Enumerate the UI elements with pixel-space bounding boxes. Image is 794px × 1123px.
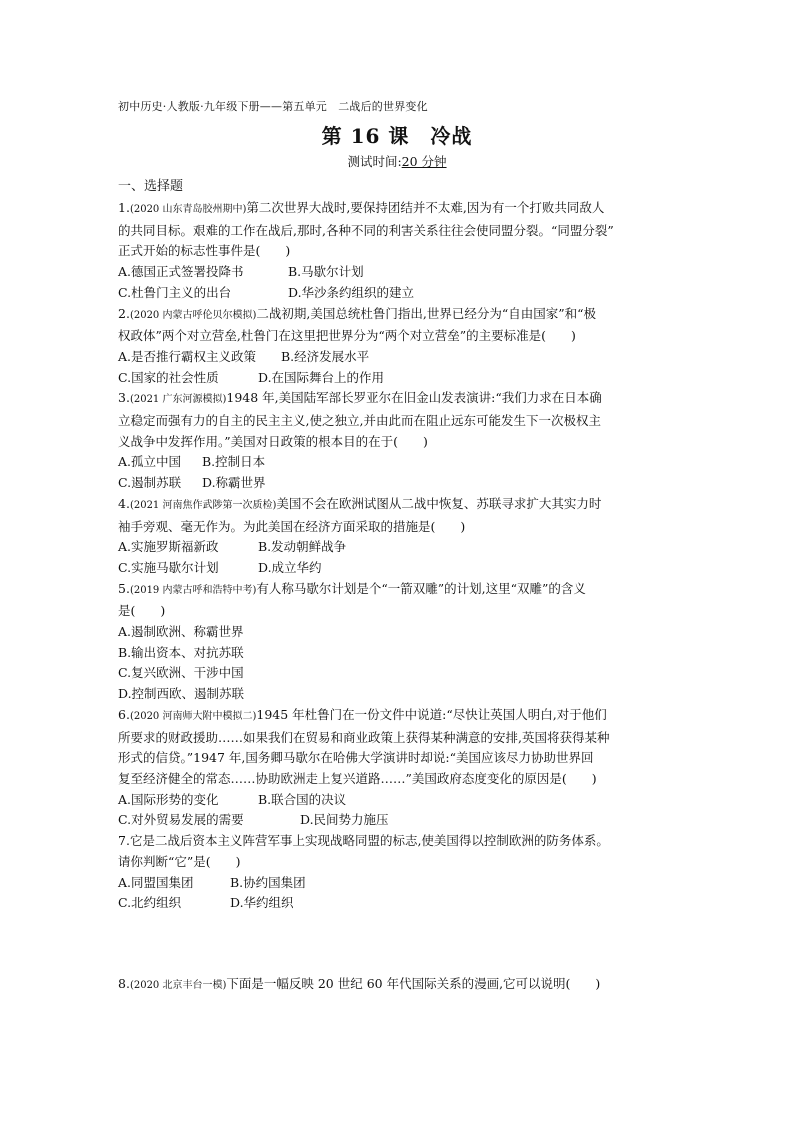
question-line: 所要求的财政援助……如果我们在贸易和商业政策上获得某种满意的安排,英国将获得某种 <box>118 729 610 745</box>
option-d[interactable]: D.民间势力施压 <box>300 812 389 828</box>
section-title: 一、选择题 <box>118 179 184 194</box>
lesson-title: 第 16 课 冷战 <box>321 124 473 148</box>
question-number: 3. <box>118 390 130 406</box>
question-2 <box>118 304 680 389</box>
question-list <box>118 198 680 914</box>
question-3 <box>118 388 680 494</box>
option-b[interactable]: B.发动朝鲜战争 <box>258 539 347 555</box>
question-line: 是( ) <box>118 603 166 619</box>
question-number: 4. <box>118 495 130 511</box>
question-7 <box>118 831 680 914</box>
option-b[interactable]: B.经济发展水平 <box>281 348 370 364</box>
question-source: (2019 内蒙古呼和浩特中考) <box>129 584 257 596</box>
option-row <box>118 893 680 914</box>
question-text: 第二次世界大战时,要保持团结并不太难,因为有一个打败共同敌人 <box>246 200 605 215</box>
question-line <box>118 831 680 852</box>
question-line <box>118 494 680 517</box>
question-text: 下面是一幅反映 20 世纪 60 年代国际关系的漫画,它可以说明( ) <box>226 976 601 991</box>
option-b[interactable]: B.联合国的决议 <box>258 791 347 807</box>
question-source: (2020 内蒙古呼伦贝尔模拟) <box>129 309 257 321</box>
question-text: 有人称马歇尔计划是个“一箭双雕”的计划,这里“双雕”的含义 <box>256 580 586 596</box>
question-source: (2021 河南焦作武陟第一次质检) <box>129 499 277 511</box>
option-a[interactable]: A.德国正式签署投降书 <box>118 264 244 280</box>
question-5 <box>118 579 680 705</box>
option-row <box>118 537 680 558</box>
option-c[interactable]: C.复兴欧洲、干涉中国 <box>118 665 244 681</box>
question-1 <box>118 198 680 304</box>
option-row <box>118 558 680 579</box>
option-b[interactable]: B.马歇尔计划 <box>288 264 364 280</box>
option-a[interactable]: A.国际形势的变化 <box>118 791 219 807</box>
question-source: (2021 广东河源模拟) <box>129 394 227 406</box>
option-c[interactable]: C.对外贸易发展的需要 <box>118 812 244 828</box>
option-a[interactable]: A.实施罗斯福新政 <box>118 539 219 555</box>
option-row <box>118 452 680 473</box>
question-number: 2. <box>118 305 130 321</box>
question-text: 1948 年,美国陆军部长罗亚尔在旧金山发表演讲:“我们力求在日本确 <box>226 390 602 406</box>
question-source: (2020 河南师大附中模拟二) <box>129 710 257 722</box>
test-time-value: 20 分钟 <box>401 154 447 169</box>
question-line: 立稳定而强有力的自主的民主主义,使之独立,并由此而在阻止远东可能发生下一次极权主 <box>118 413 601 429</box>
option-a[interactable]: A.是否推行霸权主义政策 <box>118 348 257 364</box>
option-row <box>118 810 680 831</box>
question-line: 正式开始的标志性事件是( ) <box>118 243 291 259</box>
option-row <box>118 873 680 894</box>
option-c[interactable]: C.遏制苏联 <box>118 475 182 491</box>
question-4 <box>118 494 680 579</box>
option-d[interactable]: D.成立华约 <box>258 559 322 575</box>
question-source: (2020 山东青岛胶州期中) <box>129 204 247 215</box>
question-6 <box>118 705 680 831</box>
question-line <box>118 579 680 602</box>
question-number: 5. <box>118 580 130 596</box>
option-a[interactable]: A.同盟国集团 <box>118 874 194 890</box>
option-d[interactable]: D.控制西欧、遏制苏联 <box>118 686 245 702</box>
option-a[interactable]: A.遏制欧洲、称霸世界 <box>118 624 244 640</box>
question-line: 义战争中发挥作用。”美国对日政策的根本目的在于( ) <box>118 433 428 449</box>
option-a[interactable]: A.孤立中国 <box>118 454 182 470</box>
question-line <box>118 304 680 327</box>
question-source: (2020 北京丰台一模) <box>129 980 227 991</box>
test-time <box>0 152 794 170</box>
option-b[interactable]: B.控制日本 <box>202 454 266 470</box>
question-line <box>118 198 680 221</box>
option-c[interactable]: C.实施马歇尔计划 <box>118 559 219 575</box>
option-c[interactable]: C.北约组织 <box>118 895 182 911</box>
question-line: 复至经济健全的常态……协助欧洲走上复兴道路……”美国政府态度变化的原因是( ) <box>118 770 597 786</box>
option-row <box>118 283 680 304</box>
option-d[interactable]: D.称霸世界 <box>202 475 266 491</box>
question-number: 6. <box>118 706 130 722</box>
question-8 <box>118 974 600 996</box>
option-d[interactable]: D.华约组织 <box>230 895 294 911</box>
question-text: 它是二战后资本主义阵营军事上实现战略同盟的标志,使美国得以控制欧洲的防务体系。 <box>129 833 609 849</box>
question-number: 8. <box>118 976 130 991</box>
question-line <box>118 388 680 411</box>
question-text: 美国不会在欧洲试图从二战中恢复、苏联寻求扩大其实力时 <box>276 495 602 511</box>
question-line: 袖手旁观、毫无作为。为此美国在经济方面采取的措施是( ) <box>118 518 466 534</box>
option-d[interactable]: D.华沙条约组织的建立 <box>288 284 415 300</box>
question-line: 的共同目标。艰难的工作在战后,那时,各种不同的利害关系往往会使同盟分裂。“同盟分裂” <box>118 222 614 238</box>
option-row <box>118 347 680 368</box>
option-row <box>118 368 680 389</box>
option-row <box>118 473 680 494</box>
question-number: 7. <box>118 833 130 849</box>
question-number: 1. <box>118 200 130 215</box>
page-header: 初中历史·人教版·九年级下册——第五单元 二战后的世界变化 <box>118 100 428 113</box>
option-d[interactable]: D.在国际舞台上的作用 <box>258 369 385 385</box>
option-c[interactable]: C.国家的社会性质 <box>118 369 219 385</box>
question-line <box>118 705 680 728</box>
question-line: 形式的信贷。”1947 年,国务卿马歇尔在哈佛大学演讲时却说:“美国应该尽力协助世界回 <box>118 750 594 766</box>
test-time-label: 测试时间: <box>347 154 402 169</box>
option-row <box>118 790 680 811</box>
option-b[interactable]: B.协约国集团 <box>230 874 306 890</box>
question-text: 1945 年杜鲁门在一份文件中说道:“尽快让英国人明白,对于他们 <box>256 706 607 722</box>
option-c[interactable]: C.杜鲁门主义的出台 <box>118 284 232 300</box>
option-row <box>118 262 680 283</box>
question-line: 请你判断“它”是( ) <box>118 853 241 869</box>
question-text: 二战初期,美国总统杜鲁门指出,世界已经分为“自由国家”和“极 <box>256 305 596 321</box>
question-line: 权政体”两个对立营垒,杜鲁门在这里把世界分为“两个对立营垒”的主要标准是( ) <box>118 328 576 344</box>
option-b[interactable]: B.输出资本、对抗苏联 <box>118 644 244 660</box>
